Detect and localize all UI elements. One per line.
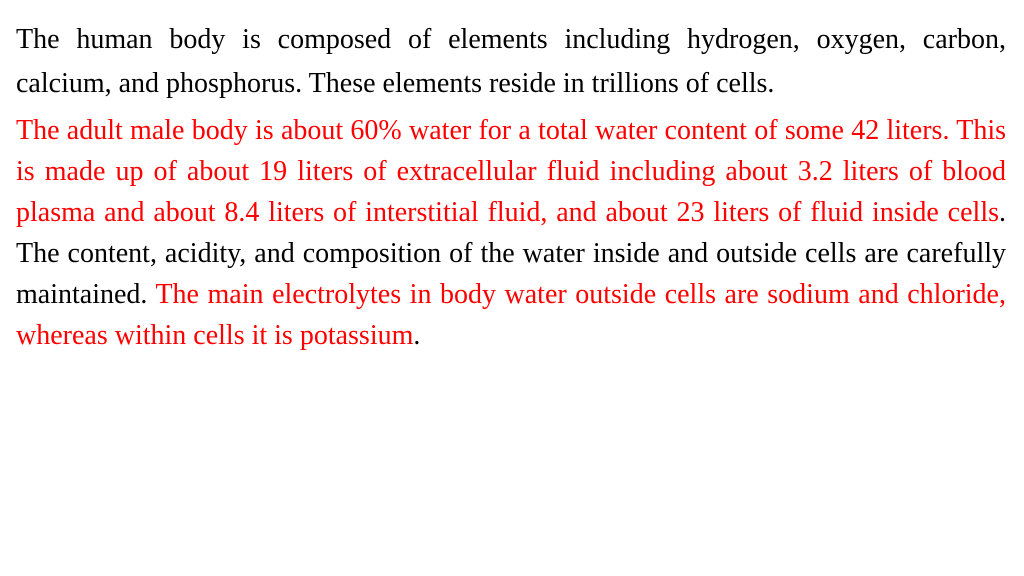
text-water-maintenance: . The content, acidity, and composition of the water inside and outside cells are carefully maintained.: [16, 197, 1006, 310]
highlight-electrolytes: The main electrolytes in body water outside cells are sodium and chloride, whereas within cells it is potassium: [16, 279, 1006, 351]
highlight-water-content: The adult male body is about 60% water for a total water content of some 42 liters. This is made up of about 19 liters of extracellular fluid including about 3.2 liters of blood plasma and about 8.4 liters of interstitial fluid, and about 23 liters of fluid inside cells: [16, 115, 1006, 228]
slide-content: [16, 18, 1006, 356]
paragraph-body-water: [16, 110, 1006, 356]
text-period: .: [413, 320, 421, 351]
paragraph-body-elements: The human body is composed of elements including hydrogen, oxygen, carbon, calcium, and phosphorus. These elements reside in trillions of cells.: [16, 24, 1006, 99]
